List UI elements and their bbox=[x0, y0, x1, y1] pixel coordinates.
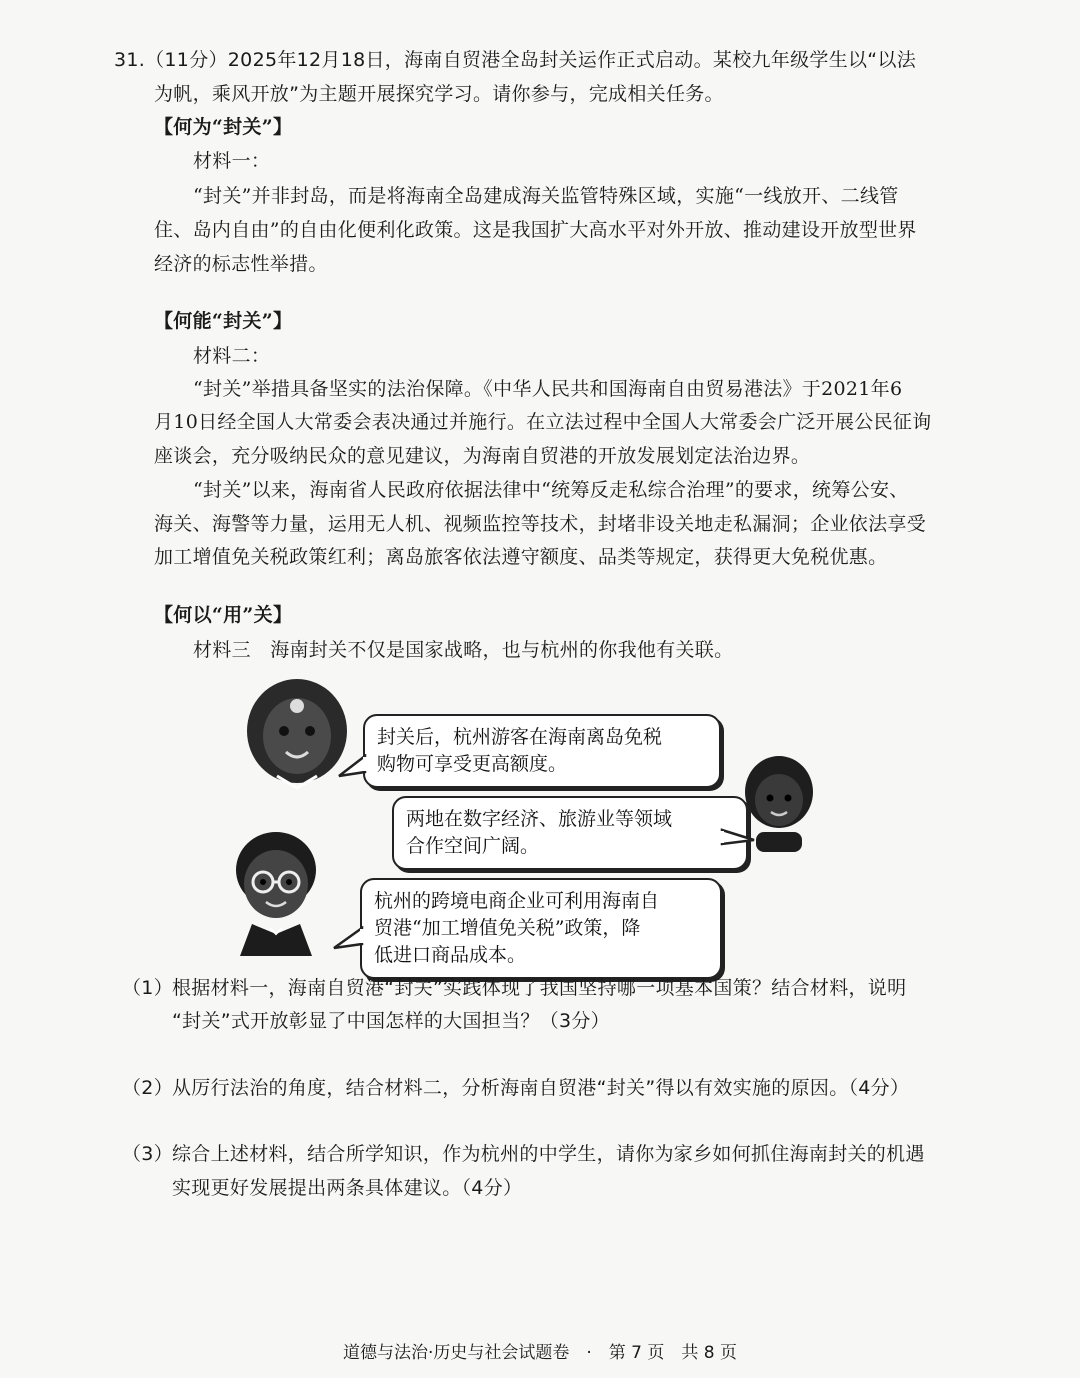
bubble3-tail-icon bbox=[332, 926, 364, 952]
question-line-2: 为帆，乘风开放”为主题开展探究学习。请你参与，完成相关任务。 bbox=[154, 83, 724, 105]
bubble3-line2: 贸港“加工增值免关税”政策，降 bbox=[374, 917, 641, 939]
subquestion-1-line-2: “封关”式开放彰显了中国怎样的大国担当？（3分） bbox=[172, 1010, 610, 1032]
bubble3-line3: 低进口商品成本。 bbox=[374, 944, 527, 966]
section1-line-1: “封关”并非封岛，而是将海南全岛建成海关监管特殊区域，实施“一线放开、二线管 bbox=[193, 185, 899, 207]
subquestion-2-number: （2） bbox=[122, 1077, 173, 1099]
speech-bubble-2 bbox=[392, 796, 748, 870]
section2-line-6: 加工增值免关税政策红利；离岛旅客依法遵守额度、品类等规定，获得更大免税优惠。 bbox=[154, 546, 888, 568]
section3-heading: 【何以“用”关】 bbox=[154, 604, 293, 626]
section3-material-line: 材料三 海南封关不仅是国家战略，也与杭州的你我他有关联。 bbox=[193, 639, 734, 661]
section1-line-2: 住、岛内自由”的自由化便利化政策。这是我国扩大高水平对外开放、推动建设开放型世界 bbox=[154, 219, 917, 241]
bubble2-line2: 合作空间广阔。 bbox=[406, 835, 540, 857]
subquestion-2-line-1: 从厉行法治的角度，结合材料二，分析海南自贸港“封关”得以有效实施的原因。（4分） bbox=[172, 1077, 910, 1099]
bubble1-line1: 封关后，杭州游客在海南离岛免税 bbox=[377, 726, 663, 748]
section1-material-label: 材料一： bbox=[193, 150, 271, 172]
section2-heading: 【何能“封关”】 bbox=[154, 310, 293, 332]
cartoon-illustration bbox=[220, 676, 780, 966]
speech-bubble-1 bbox=[363, 714, 721, 788]
question-line-1: 31.（11分）2025年12月18日，海南自贸港全岛封关运作正式启动。某校九年级学生以“以法 bbox=[114, 49, 917, 71]
section1-line-3: 经济的标志性举措。 bbox=[154, 253, 328, 275]
bubble1-tail-icon bbox=[337, 754, 367, 782]
man-figure-icon bbox=[226, 826, 328, 958]
subquestion-1-line-1: 根据材料一，海南自贸港“封关”实践体现了我国坚持哪一项基本国策？结合材料，说明 bbox=[172, 977, 907, 999]
section2-line-1: “封关”举措具备坚实的法治保障。《中华人民共和国海南自由贸易港法》于2021年6 bbox=[193, 378, 903, 400]
bubble1-line2: 购物可享受更高额度。 bbox=[377, 753, 568, 775]
subquestion-3-line-1: 综合上述材料，结合所学知识，作为杭州的中学生，请你为家乡如何抓住海南封关的机遇 bbox=[172, 1143, 925, 1165]
page-footer: 道德与法治·历史与社会试题卷 · 第 7 页 共 8 页 bbox=[342, 1343, 738, 1363]
bubble2-line1: 两地在数字经济、旅游业等领域 bbox=[406, 808, 673, 830]
section2-line-3: 座谈会，充分吸纳民众的意见建议，为海南自贸港的开放发展划定法治边界。 bbox=[154, 445, 811, 467]
section2-line-4: “封关”以来，海南省人民政府依据法律中“统筹反走私综合治理”的要求，统筹公安、 bbox=[193, 479, 909, 501]
speech-bubble-3 bbox=[360, 878, 722, 979]
section2-material-label: 材料二： bbox=[193, 345, 271, 367]
subquestion-3-number: （3） bbox=[122, 1143, 173, 1165]
section2-line-2: 月10日经全国人大常委会表决通过并施行。在立法过程中全国人大常委会广泛开展公民征询 bbox=[154, 411, 932, 433]
section1-heading: 【何为“封关”】 bbox=[154, 116, 293, 138]
woman-figure-icon bbox=[242, 676, 352, 791]
bubble3-line1: 杭州的跨境电商企业可利用海南自 bbox=[374, 890, 660, 912]
section2-line-5: 海关、海警等力量，运用无人机、视频监控等技术，封堵非设关地走私漏洞；企业依法享受 bbox=[154, 513, 927, 535]
subquestion-1-number: （1） bbox=[122, 977, 173, 999]
subquestion-3-line-2: 实现更好发展提出两条具体建议。（4分） bbox=[172, 1177, 523, 1199]
bubble2-tail-icon bbox=[720, 826, 756, 850]
